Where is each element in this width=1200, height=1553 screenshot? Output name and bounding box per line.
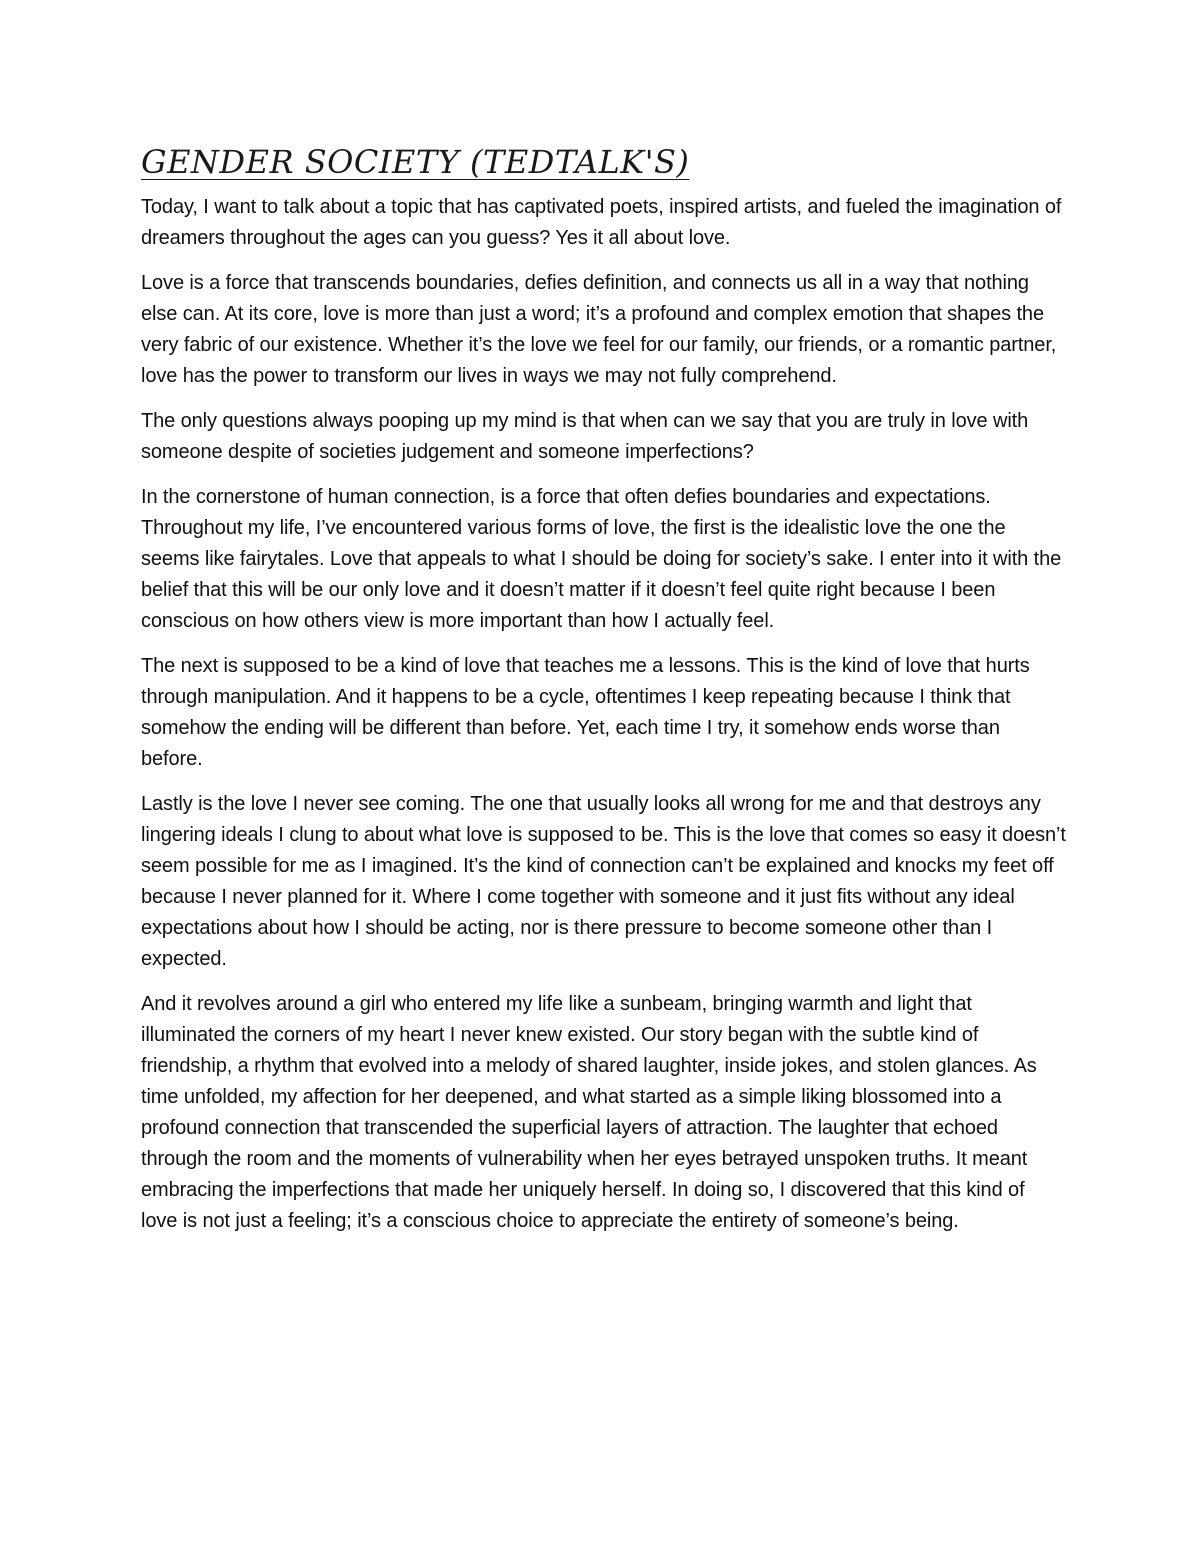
paragraph-question: The only questions always pooping up my mind is that when can we say that you are truly in love with someone despite of societies judgement and someone imperfections? <box>141 410 1029 463</box>
document-title: GENDER SOCIETY (TEDTALK'S) <box>141 143 690 181</box>
paragraph-sunbeam-girl: And it revolves around a girl who entered my life like a sunbeam, bringing warmth and light that illuminated the corners of my heart I never knew existed. Our story began with the subtle kind of friendship, a rhythm that evolved into a melody of shared laughter, inside jokes, and stolen glances. As time unfolded, my affection for her deepened, and what started as a simple liking blossomed into a profound connection that transcended the superficial layers of attraction. The laughter that echoed through the room and the moments of vulnerability when her eyes betrayed unspoken truths. It meant embracing the imperfections that made her uniquely herself. In doing so, I discovered that this kind of love is not just a feeling; it’s a conscious choice to appreciate the entirety of someone’s being. <box>141 993 1037 1232</box>
paragraph-unexpected-love: Lastly is the love I never see coming. The one that usually looks all wrong for me and that destroys any lingering ideals I clung to about what love is supposed to be. This is the love that comes so easy it doesn’t seem possible for me as I imagined. It’s the kind of connection can’t be explained and knocks my feet off because I never planned for it. Where I come together with someone and it just fits without any ideal expectations about how I should be acting, nor is there pressure to become someone other than I expected. <box>141 793 1066 970</box>
paragraph-love-force: Love is a force that transcends boundaries, defies definition, and connects us all in a way that nothing else can. At its core, love is more than just a word; it’s a profound and complex emotion that shapes the very fabric of our existence. Whether it’s the love we feel for our family, our friends, or a romantic partner, love has the power to transform our lives in ways we may not fully comprehend. <box>141 272 1057 387</box>
paragraph-idealistic-love: In the cornerstone of human connection, is a force that often defies boundaries and expectations. Throughout my life, I’ve encountered various forms of love, the first is the idealistic love the one the seems like fairytales. Love that appeals to what I should be doing for society’s sake. I enter into it with the belief that this will be our only love and it doesn’t matter if it doesn’t feel quite right because I been conscious on how others view is more important than how I actually feel. <box>141 486 1062 632</box>
paragraph-intro: Today, I want to talk about a topic that has captivated poets, inspired artists, and fueled the imagination of dreamers throughout the ages can you guess? Yes it all about love. <box>141 196 1062 249</box>
document-body <box>141 140 1066 1251</box>
paragraph-lesson-love: The next is supposed to be a kind of love that teaches me a lessons. This is the kind of love that hurts through manipulation. And it happens to be a cycle, oftentimes I keep repeating because I think that somehow the ending will be different than before. Yet, each time I try, it somehow ends worse than before. <box>141 655 1030 770</box>
